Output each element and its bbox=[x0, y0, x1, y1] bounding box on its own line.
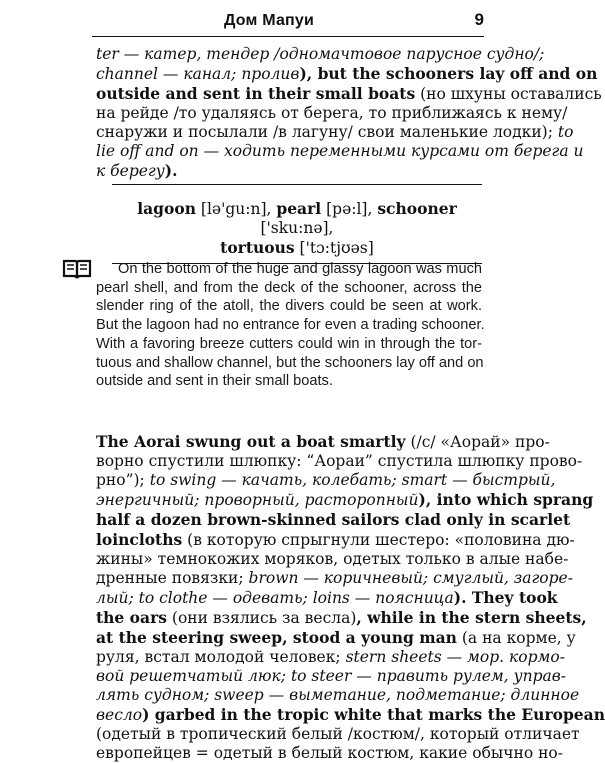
text-run: (а на корме, у bbox=[456, 629, 576, 647]
text-run: ) garbed in the tropic white that marks the European bbox=[142, 705, 605, 724]
text-run: (но шхуны оставались bbox=[415, 85, 602, 103]
text-line: But the lagoon had no entrance for even a trading schooner. bbox=[96, 317, 485, 334]
text-run: ), into which sprang bbox=[418, 490, 594, 509]
text-run: ворно спустили шлюпку: “Аораи” спустила шлюпку прово- bbox=[96, 452, 583, 470]
text-line: outside and sent in their small boats. bbox=[96, 373, 333, 390]
text-run: руля, встал молодой человек; bbox=[96, 648, 346, 666]
vocab-transcription: [lə'gu:n], bbox=[195, 200, 277, 218]
text-line bbox=[96, 490, 594, 510]
text-line bbox=[96, 84, 602, 104]
text-run: дренные повязки; bbox=[96, 569, 249, 587]
text-line bbox=[96, 648, 565, 667]
text-run: , while in the stern sheets, bbox=[356, 608, 587, 627]
page-number: 9 bbox=[474, 10, 484, 29]
text-run: ter — катер, тендер /одномачтовое парусное судно/; bbox=[96, 45, 545, 63]
text-line: tuous and shallow channel, but the schooners lay off and on bbox=[96, 354, 484, 371]
text-run: энергичный; проворный, расторопный bbox=[96, 491, 419, 509]
text-line bbox=[96, 569, 573, 588]
vocab-word: pearl bbox=[276, 199, 322, 218]
text-line: On the bottom of the huge and glassy lagoon was much bbox=[118, 261, 482, 277]
vocab-transcription: [pə:l], bbox=[321, 200, 378, 218]
text-run: ). bbox=[164, 161, 178, 180]
text-run: (одетый в тропический белый /костюм/, который отличает bbox=[96, 725, 580, 743]
text-run: (они взялись за весла) bbox=[166, 609, 357, 627]
text-run: the oars bbox=[96, 608, 167, 627]
running-header bbox=[92, 10, 484, 37]
text-run: ), but the schooners lay off and on bbox=[299, 64, 598, 83]
text-run: к берегу bbox=[96, 162, 165, 180]
text-line bbox=[96, 628, 576, 648]
text-run: brown — коричневый; смуглый, загоре- bbox=[248, 569, 573, 587]
text-line: With a favoring breeze cutters could win in through the tor- bbox=[96, 335, 482, 352]
text-line bbox=[96, 432, 550, 452]
vocab-word: schooner bbox=[377, 199, 457, 218]
text-line: pearl shell, and from the deck of the schooner, across the bbox=[96, 279, 482, 296]
text-run: to bbox=[557, 123, 574, 141]
text-run: The Aorai swung out a boat smartly bbox=[96, 432, 406, 451]
commentary-paragraph-top bbox=[96, 45, 602, 181]
text-run: европейцев = одетый в белый костюм, какие обычно но- bbox=[96, 744, 563, 762]
text-line bbox=[96, 530, 575, 550]
text-run: lie off and on — ходить переменными курсами от берега и bbox=[96, 142, 584, 160]
text-run: outside and sent in their small boats bbox=[96, 84, 416, 103]
text-run: вой решетчатый люк; to steer — править рулем, управ- bbox=[96, 667, 566, 685]
text-line bbox=[96, 142, 584, 161]
text-run: снаружи и посылали /в лагуну/ свои маленькие лодки); bbox=[96, 123, 558, 141]
text-line bbox=[96, 588, 558, 608]
text-line bbox=[96, 104, 568, 123]
text-run: (/с/ «Аорай» про- bbox=[405, 433, 550, 451]
text-run: лый; to clothe — одевать; loins — поясница bbox=[96, 589, 454, 607]
text-line bbox=[96, 667, 566, 686]
text-run: stern sheets — мор. кормо- bbox=[345, 648, 565, 666]
original-english-passage bbox=[96, 260, 485, 391]
vocabulary-box bbox=[112, 184, 482, 264]
commentary-paragraph-bottom bbox=[96, 432, 605, 763]
text-line bbox=[96, 725, 580, 744]
text-line bbox=[96, 471, 556, 490]
text-run: на рейде /то удаляясь от берега, то приближаясь к нему/ bbox=[96, 104, 568, 122]
text-run: channel — канал; пролив bbox=[96, 65, 300, 83]
text-line bbox=[96, 161, 484, 181]
text-run: loincloths bbox=[96, 530, 183, 549]
text-run: to swing — качать, колебать; smart — быстрый, bbox=[149, 471, 556, 489]
text-line bbox=[96, 123, 574, 142]
vocab-word: lagoon bbox=[137, 199, 196, 218]
text-run: весло bbox=[96, 706, 143, 724]
open-book-icon bbox=[62, 258, 92, 280]
text-line bbox=[96, 705, 605, 725]
text-run: at the steering sweep, stood a young man bbox=[96, 628, 457, 647]
text-line bbox=[96, 686, 580, 705]
text-line bbox=[96, 550, 569, 569]
text-run: лять судном; sweep — выметание, подметание; длинное bbox=[96, 686, 580, 704]
vocabulary-list bbox=[112, 185, 482, 263]
text-line bbox=[96, 45, 545, 64]
text-line bbox=[96, 510, 571, 530]
text-run: ). They took bbox=[453, 588, 558, 607]
text-line bbox=[96, 452, 583, 471]
text-run: жины» темнокожих моряков, одетых только в алые набе- bbox=[96, 550, 569, 568]
vocab-transcription: ['sku:nə], bbox=[260, 219, 334, 237]
text-line: slender ring of the atoll, the divers could be seen at work. bbox=[96, 298, 482, 315]
vocab-word: tortuous bbox=[220, 238, 295, 257]
text-line bbox=[96, 64, 598, 84]
chapter-title: Дом Мапуи bbox=[224, 12, 315, 29]
vocab-transcription: ['tɔ:tjʊəs] bbox=[294, 239, 374, 257]
text-run: (в которую спрыгнули шестеро: «половина дю- bbox=[182, 531, 575, 549]
text-run: half a dozen brown-skinned sailors clad only in scarlet bbox=[96, 510, 571, 529]
text-line bbox=[96, 608, 587, 628]
text-run: рно”); bbox=[96, 471, 150, 489]
text-line bbox=[96, 744, 563, 763]
